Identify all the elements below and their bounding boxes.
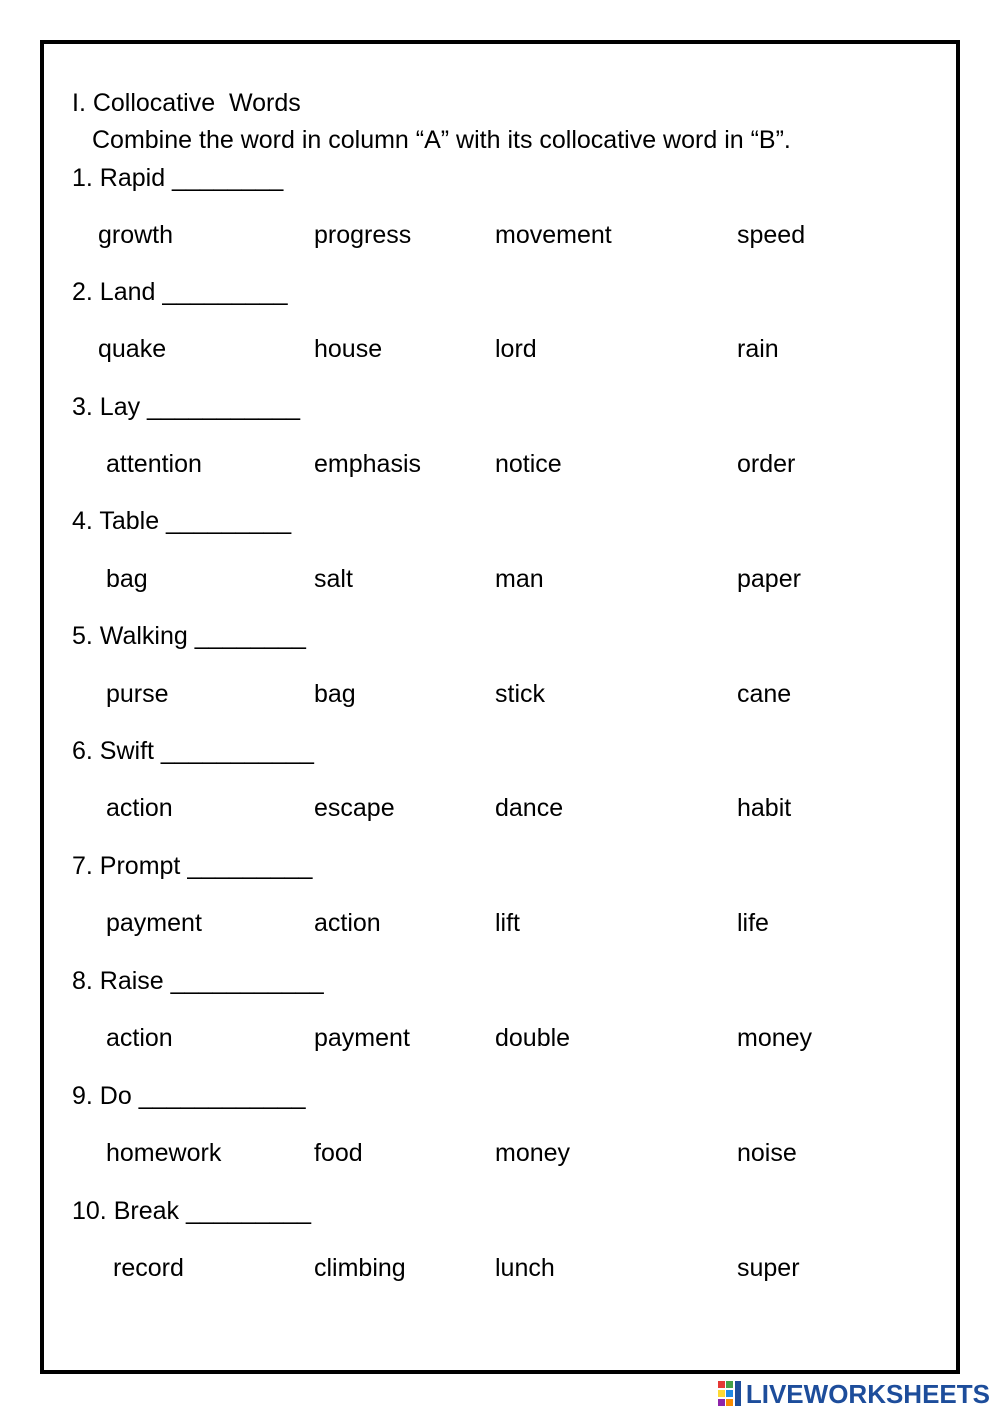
worksheet-instruction: Combine the word in column “A” with its collocative word in “B”.	[92, 126, 791, 154]
option: action	[106, 794, 173, 822]
option: purse	[106, 680, 169, 708]
question-9-options	[0, 1136, 1000, 1170]
question-7-prompt: 7. Prompt _________	[72, 852, 313, 880]
question-3-prompt: 3. Lay ___________	[72, 393, 300, 421]
option: lunch	[495, 1254, 555, 1282]
question-4-prompt: 4. Table _________	[72, 507, 292, 535]
option: bag	[106, 565, 148, 593]
option: payment	[314, 1024, 410, 1052]
question-6-prompt: 6. Swift ___________	[72, 737, 314, 765]
option: action	[314, 909, 381, 937]
option: quake	[98, 335, 167, 363]
option: progress	[314, 221, 412, 249]
option: speed	[737, 221, 806, 249]
option: movement	[495, 221, 612, 249]
option: house	[314, 335, 383, 363]
question-5-prompt: 5. Walking ________	[72, 622, 306, 650]
option: bag	[314, 680, 356, 708]
question-1-options	[0, 218, 1000, 252]
question-2-prompt: 2. Land _________	[72, 278, 288, 306]
option: lift	[495, 909, 520, 937]
option: attention	[106, 450, 202, 478]
question-10-prompt: 10. Break _________	[72, 1197, 312, 1225]
question-5-options	[0, 677, 1000, 711]
option: climbing	[314, 1254, 406, 1282]
option: paper	[737, 565, 801, 593]
liveworksheets-logo-icon	[718, 1381, 742, 1407]
option: super	[737, 1254, 800, 1282]
option: homework	[106, 1139, 222, 1167]
liveworksheets-logo-text: LIVEWORKSHEETS	[745, 1379, 990, 1409]
option: money	[737, 1024, 813, 1052]
option: dance	[495, 794, 564, 822]
question-7-options	[0, 906, 1000, 940]
option: life	[737, 909, 769, 937]
option: stick	[495, 680, 545, 708]
option: order	[737, 450, 796, 478]
option: man	[495, 565, 544, 593]
question-8-options	[0, 1021, 1000, 1055]
option: habit	[737, 794, 792, 822]
option: record	[113, 1254, 184, 1282]
question-6-options	[0, 791, 1000, 825]
option: rain	[737, 335, 779, 363]
option: noise	[737, 1139, 797, 1167]
option: money	[495, 1139, 571, 1167]
question-4-options	[0, 562, 1000, 596]
option: salt	[314, 565, 353, 593]
option: action	[106, 1024, 173, 1052]
option: double	[495, 1024, 571, 1052]
option: lord	[495, 335, 537, 363]
question-3-options	[0, 447, 1000, 481]
option: emphasis	[314, 450, 421, 478]
option: growth	[98, 221, 174, 249]
question-9-prompt: 9. Do ____________	[72, 1082, 306, 1110]
option: escape	[314, 794, 395, 822]
question-2-options	[0, 332, 1000, 366]
option: payment	[106, 909, 202, 937]
option: food	[314, 1139, 363, 1167]
question-8-prompt: 8. Raise ___________	[72, 967, 324, 995]
question-10-options	[0, 1251, 1000, 1285]
question-1-prompt: 1. Rapid ________	[72, 164, 284, 192]
liveworksheets-logo	[718, 1378, 990, 1410]
option: cane	[737, 680, 792, 708]
option: notice	[495, 450, 562, 478]
worksheet-title: I. Collocative Words	[72, 89, 301, 117]
